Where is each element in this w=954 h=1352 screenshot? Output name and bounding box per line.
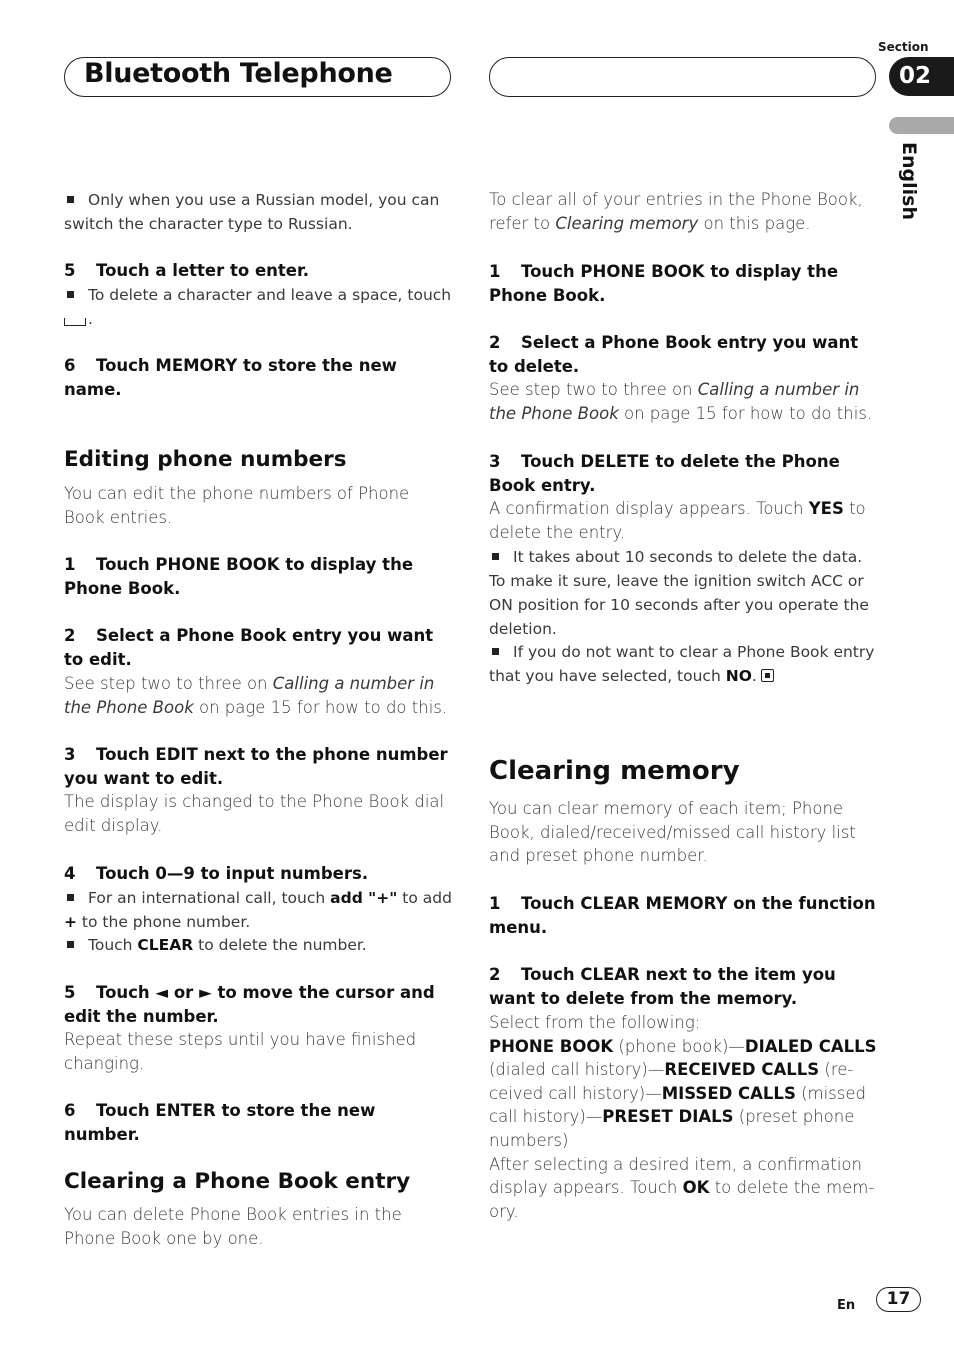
delete-step-3-note-2: If you do not want to clear a Phone Book entry that you have selected, touch NO.: [489, 643, 875, 685]
clear-step-2: 2 Touch CLEAR next to the item you want to delete from the memory.: [489, 965, 836, 1008]
bullet-icon: [67, 941, 74, 948]
clear-step-2-body: Select from the following: PHONE BOOK (phone book)—DIALED CALLS (dialed call history)—RECEIVED CALLS (re-ceived call history)—MISSED CALLS (missed call history)—PRESET DIALS (preset phone numbers) After selecting a desired item, a confirmation display appears. Touch OK to delete the mem-ory.: [489, 1013, 877, 1221]
delete-step-3: 3 Touch DELETE to delete the Phone Book entry.: [489, 452, 840, 495]
heading-clearing-memory: Clearing memory: [489, 756, 740, 786]
end-of-section-icon: [761, 669, 774, 682]
edit-step-4: 4 Touch 0—9 to input numbers.: [64, 864, 369, 883]
language-tab-label: English: [898, 142, 920, 220]
section-label: Section: [878, 40, 929, 54]
edit-step-5: 5 Touch ◄ or ► to move the cursor and edit the number.: [64, 983, 435, 1026]
clear-all-intro: To clear all of your entries in the Phone Book, refer to Clearing memory on this page.: [489, 190, 863, 233]
bullet-icon: [492, 648, 499, 655]
step-5-letter: 5 Touch a letter to enter.: [64, 261, 310, 280]
bullet-icon: [67, 291, 74, 298]
delete-step-3-note-1: It takes about 10 seconds to delete the data. To make it sure, leave the ignition switch ACC or ON position for 10 seconds after you operate the deletion.: [489, 548, 869, 638]
heading-clearing-phone-book-entry: Clearing a Phone Book entry: [64, 1169, 411, 1194]
edit-step-5-body: Repeat these steps until you have finished changing.: [64, 1030, 417, 1073]
editing-intro: You can edit the phone numbers of Phone Book entries.: [64, 484, 410, 527]
edit-step-3: 3 Touch EDIT next to the phone number you want to edit.: [64, 745, 448, 788]
edit-step-2-body: See step two to three on Calling a number in the Phone Book on page 15 for how to do this.: [64, 674, 448, 717]
edit-step-6: 6 Touch ENTER to store the new number.: [64, 1101, 376, 1144]
bullet-icon: [67, 196, 74, 203]
edit-step-3-body: The display is changed to the Phone Book dial edit display.: [64, 792, 445, 835]
header-empty-frame: [489, 57, 876, 97]
edit-step-2: 2 Select a Phone Book entry you want to edit.: [64, 626, 434, 669]
section-number-badge: 02: [889, 57, 954, 96]
clearing-entry-intro: You can delete Phone Book entries in the Phone Book one by one.: [64, 1205, 402, 1248]
page-title: Bluetooth Telephone: [84, 58, 393, 89]
bullet-icon: [67, 894, 74, 901]
delete-step-2-body: See step two to three on Calling a number in the Phone Book on page 15 for how to do this.: [489, 380, 873, 423]
clearing-memory-intro: You can clear memory of each item; Phone Book, dialed/received/missed call history list and preset phone number.: [489, 799, 856, 866]
edit-step-4-note-1: For an international call, touch add "+" to add + to the phone number.: [64, 889, 452, 931]
delete-step-1: 1 Touch PHONE BOOK to display the Phone Book.: [489, 262, 839, 305]
edit-step-4-note-2: Touch CLEAR to delete the number.: [64, 933, 454, 957]
heading-editing-phone-numbers: Editing phone numbers: [64, 447, 347, 472]
page-number: 17: [876, 1287, 921, 1312]
step-6-memory: 6 Touch MEMORY to store the new name.: [64, 356, 397, 399]
edit-step-1: 1 Touch PHONE BOOK to display the Phone Book.: [64, 555, 414, 598]
bullet-icon: [492, 553, 499, 560]
footer-language: En: [837, 1298, 856, 1313]
delete-step-3-body: A confirmation display appears. Touch YES to delete the entry.: [489, 499, 866, 542]
delete-step-2: 2 Select a Phone Book entry you want to delete.: [489, 333, 859, 376]
space-key-icon: [64, 318, 86, 326]
step-5-note: To delete a character and leave a space, touch .: [64, 283, 454, 331]
note-russian: Only when you use a Russian model, you can switch the character type to Russian.: [64, 191, 440, 233]
clear-step-1: 1 Touch CLEAR MEMORY on the function menu.: [489, 894, 876, 937]
language-tab-bar: [889, 117, 954, 134]
